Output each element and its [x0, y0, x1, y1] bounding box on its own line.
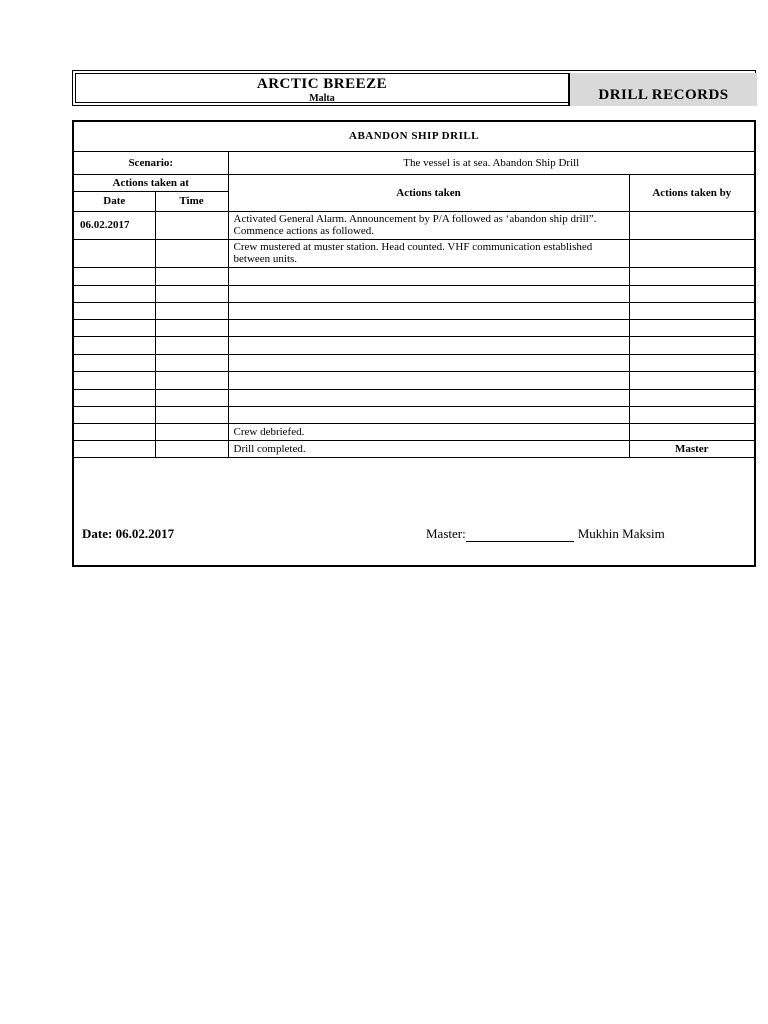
drill-title-row	[74, 122, 754, 151]
row-action	[228, 389, 629, 406]
row-action	[228, 336, 629, 354]
row-action	[228, 371, 629, 389]
row-date	[74, 354, 155, 371]
ship-flag: Malta	[309, 93, 335, 104]
row-date	[74, 440, 155, 457]
row-date	[74, 389, 155, 406]
footer-date: Date: 06.02.2017	[82, 526, 175, 541]
scenario-row	[74, 151, 754, 174]
document-title: DRILL RECORDS	[598, 87, 729, 103]
row-action	[228, 285, 629, 302]
row-time	[155, 423, 228, 440]
table-row	[74, 302, 754, 319]
table-row	[74, 423, 754, 440]
row-actions-by	[629, 267, 754, 285]
row-actions-by: Master	[629, 440, 754, 457]
row-action	[228, 302, 629, 319]
drill-title: ABANDON SHIP DRILL	[74, 122, 754, 151]
row-action	[228, 406, 629, 423]
table-row	[74, 336, 754, 354]
row-date	[74, 423, 155, 440]
row-actions-by	[629, 423, 754, 440]
row-time	[155, 267, 228, 285]
document-header	[72, 70, 756, 106]
table-row	[74, 319, 754, 336]
row-date	[74, 239, 155, 267]
row-actions-by	[629, 302, 754, 319]
row-date	[74, 336, 155, 354]
row-date	[74, 285, 155, 302]
row-action: Activated General Alarm. Announcement by P/A followed as ‘abandon ship drill”. Commence actions as followed.	[228, 211, 629, 239]
drill-form	[72, 120, 756, 567]
actions-taken-header: Actions taken	[228, 174, 629, 211]
scenario-label: Scenario:	[74, 151, 228, 174]
row-date	[74, 267, 155, 285]
actions-taken-at-header: Actions taken at	[74, 174, 228, 191]
row-date	[74, 302, 155, 319]
row-time	[155, 371, 228, 389]
table-row	[74, 211, 754, 239]
column-header-row	[74, 174, 754, 191]
row-actions-by	[629, 336, 754, 354]
signature-line	[466, 529, 574, 542]
table-row	[74, 371, 754, 389]
row-time	[155, 211, 228, 239]
row-date	[74, 319, 155, 336]
row-action	[228, 354, 629, 371]
header-frame	[75, 73, 753, 103]
row-actions-by	[629, 211, 754, 239]
table-row	[74, 440, 754, 457]
row-actions-by	[629, 285, 754, 302]
table-row	[74, 406, 754, 423]
row-time	[155, 285, 228, 302]
row-actions-by	[629, 371, 754, 389]
ship-name: ARCTIC BREEZE	[256, 76, 388, 92]
table-row	[74, 267, 754, 285]
footer-master	[426, 526, 665, 542]
drill-table	[74, 122, 754, 458]
document-title-box	[568, 73, 757, 106]
time-header: Time	[155, 191, 228, 211]
actions-taken-by-header: Actions taken by	[629, 174, 754, 211]
master-label: Master:	[426, 526, 466, 541]
row-time	[155, 389, 228, 406]
row-actions-by	[629, 389, 754, 406]
date-header: Date	[74, 191, 155, 211]
row-time	[155, 239, 228, 267]
row-time	[155, 319, 228, 336]
row-time	[155, 336, 228, 354]
row-actions-by	[629, 239, 754, 267]
row-time	[155, 406, 228, 423]
row-action	[228, 319, 629, 336]
row-action: Crew debriefed.	[228, 423, 629, 440]
table-row	[74, 389, 754, 406]
table-row	[74, 285, 754, 302]
row-date	[74, 371, 155, 389]
table-row	[74, 239, 754, 267]
row-date	[74, 406, 155, 423]
row-actions-by	[629, 406, 754, 423]
row-actions-by	[629, 354, 754, 371]
row-action	[228, 267, 629, 285]
table-row	[74, 354, 754, 371]
row-date: 06.02.2017	[74, 211, 155, 239]
master-name: Mukhin Maksim	[577, 526, 665, 541]
row-time	[155, 354, 228, 371]
scenario-text: The vessel is at sea. Abandon Ship Drill	[228, 151, 754, 174]
row-action: Crew mustered at muster station. Head counted. VHF communication established between units.	[228, 239, 629, 267]
row-actions-by	[629, 319, 754, 336]
row-time	[155, 440, 228, 457]
row-action: Drill completed.	[228, 440, 629, 457]
row-time	[155, 302, 228, 319]
